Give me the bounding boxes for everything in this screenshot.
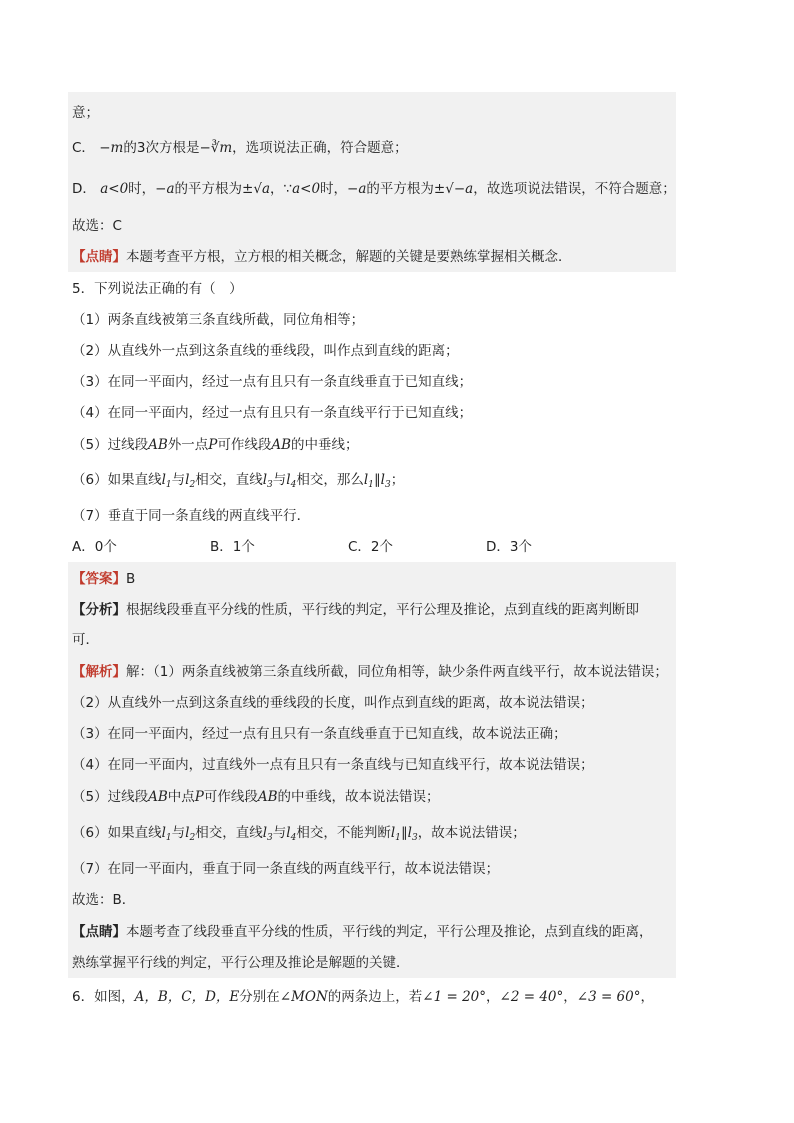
math-angle-2: ∠2 = 40° [499, 989, 564, 1005]
q5-statement-5 [72, 436, 359, 454]
q5-option-d[interactable]: D．3个 [486, 539, 532, 555]
text: 与 [272, 472, 287, 488]
q5-statement-2: （2）从直线外一点到这条直线的垂线段，叫作点到直线的距离； [72, 343, 459, 359]
prev-comment [72, 248, 572, 266]
q5-solution-4: （4）在同一平面内，过直线外一点有且只有一条直线与已知直线平行，故本说法错误； [72, 757, 594, 773]
text: ，选项说法正确，符合题意； [232, 140, 408, 156]
q5-option-a[interactable]: A．0个 [72, 539, 117, 555]
q5-comment-1 [72, 923, 653, 941]
math-sqrt: ±√−a [433, 181, 474, 197]
text: 外一点 [167, 437, 209, 453]
line-l1: l [390, 825, 396, 841]
q6-stem [72, 988, 654, 1006]
math-angle-3: ∠3 = 60° [576, 989, 641, 1005]
number: 3 [136, 140, 146, 156]
text: ， [640, 989, 654, 1005]
text: 相交，直线 [195, 472, 263, 488]
text: 分别在 [239, 989, 280, 1005]
line-l1: l [363, 472, 369, 488]
text: 的两条边上，若 [327, 989, 423, 1005]
q5-statement-6 [72, 471, 404, 494]
math-angle: ∠MON [279, 989, 328, 1005]
text: ，故本说法错误； [417, 825, 526, 841]
subscript: 4 [290, 833, 297, 843]
comment-text: 本题考查了线段垂直平分线的性质，平行线的判定，平行公理及推论，点到直线的距离， [126, 924, 653, 940]
text: （5）过线段 [72, 437, 149, 453]
answer-tag: 【答案】 [72, 571, 126, 587]
text: （5）过线段 [72, 789, 149, 805]
text: 的中垂线； [291, 437, 359, 453]
q5-solution-7: （7）在同一平面内，垂直于同一条直线的两直线平行，故本说法错误； [72, 861, 500, 877]
q5-analysis-2: 可． [72, 632, 99, 648]
text: 可作线段 [217, 437, 272, 453]
q5-solution-2: （2）从直线外一点到这条直线的垂线段的长度，叫作点到直线的距离，故本说法错误； [72, 695, 594, 711]
analysis-text: 根据线段垂直平分线的性质，平行线的判定，平行公理及推论，点到直线的距离判断即 [126, 602, 639, 618]
q5-solution-5 [72, 788, 440, 806]
text: 与 [171, 825, 186, 841]
text: 与 [171, 472, 186, 488]
q5-solution-6 [72, 824, 526, 847]
q5-answer [72, 570, 135, 588]
parallel-symbol: ∥ [373, 472, 381, 488]
comment-text: 本题考查平方根，立方根的相关概念，解题的关键是要熟练掌握相关概念． [126, 249, 572, 265]
subscript: 1 [165, 480, 172, 490]
text: ，∵ [270, 181, 293, 197]
q5-option-b[interactable]: B．1个 [210, 539, 255, 555]
line-l1: l [161, 825, 166, 841]
math-segment: AB [148, 789, 168, 805]
prev-line-1: 意； [72, 105, 99, 121]
text: ， [486, 989, 500, 1005]
math-segment: AB [148, 437, 168, 453]
text: （6）如果直线 [72, 472, 162, 488]
math-expr: a<0 [100, 181, 129, 197]
prev-option-c [72, 139, 408, 157]
math-segment: AB [271, 437, 292, 453]
q5-statement-3: （3）在同一平面内，经过一点有且只有一条直线垂直于已知直线； [72, 374, 473, 390]
line-l3: l [262, 825, 268, 841]
text: 6．如图， [72, 989, 135, 1005]
subscript: 3 [267, 833, 273, 843]
comment-tag: 【点睛】 [72, 924, 126, 940]
q5-stem: 5．下列说法正确的有（ ） [72, 281, 243, 297]
parallel-symbol: ∥ [400, 825, 408, 841]
subscript: 1 [395, 833, 401, 843]
subscript: 1 [368, 480, 374, 490]
prev-choose: 故选：C [72, 218, 122, 234]
math-neg-m: −m [99, 140, 124, 156]
subscript: 1 [165, 833, 172, 843]
math-sqrt: ±√a [242, 181, 270, 197]
line-l4: l [286, 472, 291, 488]
subscript: 4 [290, 480, 297, 490]
math-angle-1: ∠1 = 20° [422, 989, 487, 1005]
text: 时， [128, 181, 156, 197]
text: 的平方根为 [366, 181, 434, 197]
line-l3: l [407, 825, 412, 841]
option-c-label: C． [72, 140, 95, 156]
math-segment: AB [257, 789, 278, 805]
solution-tag: 【解析】 [72, 664, 126, 680]
text: 的 [123, 140, 137, 156]
subscript: 2 [189, 480, 196, 490]
text: 的中垂线，故本说法错误； [277, 789, 440, 805]
text: （6）如果直线 [72, 825, 162, 841]
text: ； [390, 472, 405, 488]
q5-solution-1 [72, 663, 668, 681]
comment-tag: 【点睛】 [72, 249, 126, 265]
math-point: P [208, 437, 218, 453]
text: ， [563, 989, 577, 1005]
solution-text: 解：（1）两条直线被第三条直线所截，同位角相等，缺少条件两直线平行，故本说法错误； [126, 664, 668, 680]
q5-solution-3: （3）在同一平面内，经过一点有且只有一条直线垂直于已知直线，故本说法正确； [72, 726, 567, 742]
math-expr: a<0 [292, 181, 321, 197]
text: ，故选项说法错误，不符合题意； [473, 181, 676, 197]
analysis-tag: 【分析】 [72, 602, 126, 618]
text: 与 [272, 825, 287, 841]
q5-comment-2: 熟练掌握平行线的判定，平行公理及推论是解题的关键． [72, 955, 410, 971]
q5-choose: 故选：B． [72, 892, 136, 908]
line-l4: l [286, 825, 291, 841]
q5-statement-7: （7）垂直于同一条直线的两直线平行． [72, 508, 311, 524]
math-point: P [194, 789, 204, 805]
line-l3: l [262, 472, 268, 488]
q5-statement-4: （4）在同一平面内，经过一点有且只有一条直线平行于已知直线； [72, 405, 473, 421]
option-d-label: D． [72, 181, 96, 197]
q5-statement-1: （1）两条直线被第三条直线所截，同位角相等； [72, 312, 365, 328]
text: 相交，不能判断 [296, 825, 391, 841]
subscript: 3 [267, 480, 273, 490]
text: 时， [320, 181, 348, 197]
line-l3: l [380, 472, 385, 488]
prev-option-d [72, 180, 676, 198]
subscript: 3 [384, 480, 391, 490]
subscript: 3 [411, 833, 418, 843]
math-points: A，B，C，D，E [134, 989, 240, 1005]
text: 可作线段 [203, 789, 258, 805]
subscript: 2 [189, 833, 196, 843]
math-expr: −a [347, 181, 367, 197]
line-l1: l [161, 472, 166, 488]
text: 相交，直线 [195, 825, 263, 841]
line-l2: l [185, 472, 190, 488]
text: 的平方根为 [174, 181, 243, 197]
q5-analysis-1 [72, 601, 639, 619]
answer-value: B [126, 571, 136, 587]
math-cube-root: −∛m [199, 140, 233, 156]
text: 次方根是 [145, 140, 200, 156]
math-expr: −a [155, 181, 175, 197]
q5-option-c[interactable]: C．2个 [348, 539, 394, 555]
text: 中点 [167, 789, 195, 805]
line-l2: l [185, 825, 190, 841]
text: 相交，那么 [296, 472, 364, 488]
